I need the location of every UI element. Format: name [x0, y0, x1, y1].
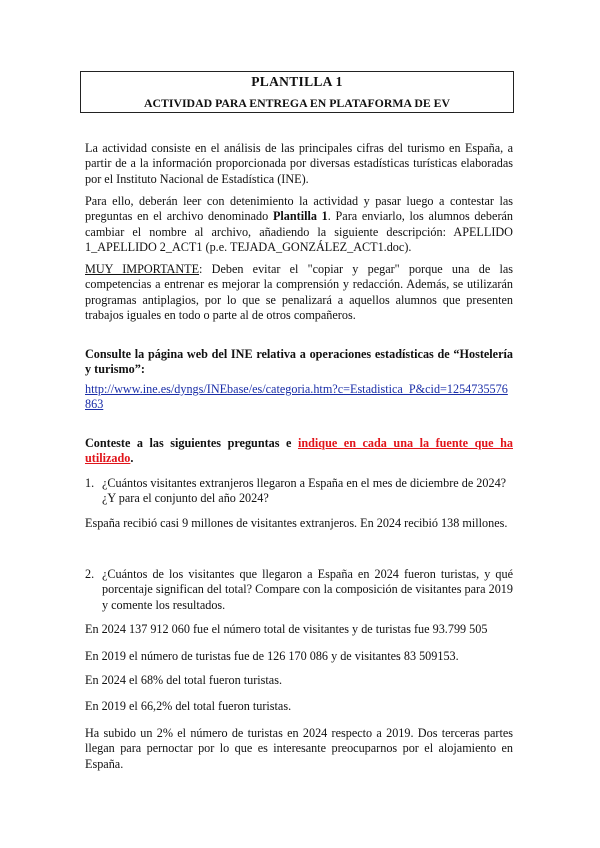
intro-p2-end: . Para enviarlo, los alumnos deberán cambiar el nombre al archivo, añadiendo la siguiente descripción: APELLIDO 1_APELLIDO 2_ACT1 (p.e. TEJADA_GONZÁLEZ_ACT1.doc). [85, 209, 514, 254]
answer-2-line-2: En 2019 el número de turistas fue de 126 170 086 y de visitantes 83 509153. [85, 649, 459, 663]
question-2 [85, 567, 513, 613]
question-number: 1. [85, 476, 95, 490]
intro-paragraph-1: La actividad consiste en el análisis de las principales cifras del turismo en España, a partir de a la información proporcionada por diversas estadísticas turísticas elaboradas por el Instituto Nacional de Estadística (INE). [85, 141, 513, 186]
answer-2-line-1: En 2024 137 912 060 fue el número total de visitantes y de turistas fue 93.799 505 [85, 622, 488, 636]
intro-p2-start: Para ello, deberán leer con detenimiento la actividad y pasar luego a contestar las preguntas en el archivo denominado [85, 194, 513, 224]
intro-paragraph-2 [85, 194, 513, 255]
answer-2-line-5: Ha subido un 2% el número de turistas en 2024 respecto a 2019. Dos terceras partes llegan para pernoctar por lo que es interesante preocuparnos por el alojamiento en España. [85, 726, 513, 771]
page-title: PLANTILLA 1 [251, 74, 343, 89]
consult-heading: Consulte la página web del INE relativa a operaciones estadísticas de “Hostelería y turismo”: [85, 347, 513, 377]
answer-2-line-4: En 2019 el 66,2% del total fueron turistas. [85, 699, 292, 713]
page-subtitle: ACTIVIDAD PARA ENTREGA EN PLATAFORMA DE EV [143, 96, 451, 111]
instructions-text: Conteste a las siguientes preguntas e [85, 436, 298, 450]
question-number: 2. [85, 567, 95, 581]
important-text: : Deben evitar el "copiar y pegar" porque una de las competencias a entrenar es mejorar la comprensión y redacción. Además, se utilizarán programas antiplagios, por lo que se penalizará a aquellos alumnos que presenten trabajos iguales en todo o parte al de otros compañeros. [85, 262, 513, 322]
ine-url[interactable]: http://www.ine.es/dyngs/INEbase/es/categoria.htm?c=Estadistica_P&cid=1254735576863 [85, 382, 508, 412]
question-1 [85, 476, 513, 507]
ine-link[interactable] [85, 382, 513, 413]
answer-2-line-3: En 2024 el 68% del total fueron turistas. [85, 673, 282, 687]
question-text: ¿Cuántos de los visitantes que llegaron a España en 2024 fueron turistas, y qué porcentaje significan del total? Compare con la composición de visitantes para 2019 y comente los resultados. [102, 567, 513, 612]
instructions [85, 436, 513, 467]
title-box [80, 71, 514, 113]
answer-1: España recibió casi 9 millones de visitantes extranjeros. En 2024 recibió 138 millones. [85, 516, 508, 530]
important-note [85, 262, 513, 323]
instructions-end: . [130, 451, 134, 466]
template-name: Plantilla 1 [272, 209, 328, 224]
question-text: ¿Cuántos visitantes extranjeros llegaron a España en el mes de diciembre de 2024? ¿Y para el conjunto del año 2024? [102, 476, 507, 506]
important-label: MUY IMPORTANTE [85, 262, 200, 276]
instructions-highlight: indique en cada una la fuente que ha utilizado [85, 436, 513, 466]
